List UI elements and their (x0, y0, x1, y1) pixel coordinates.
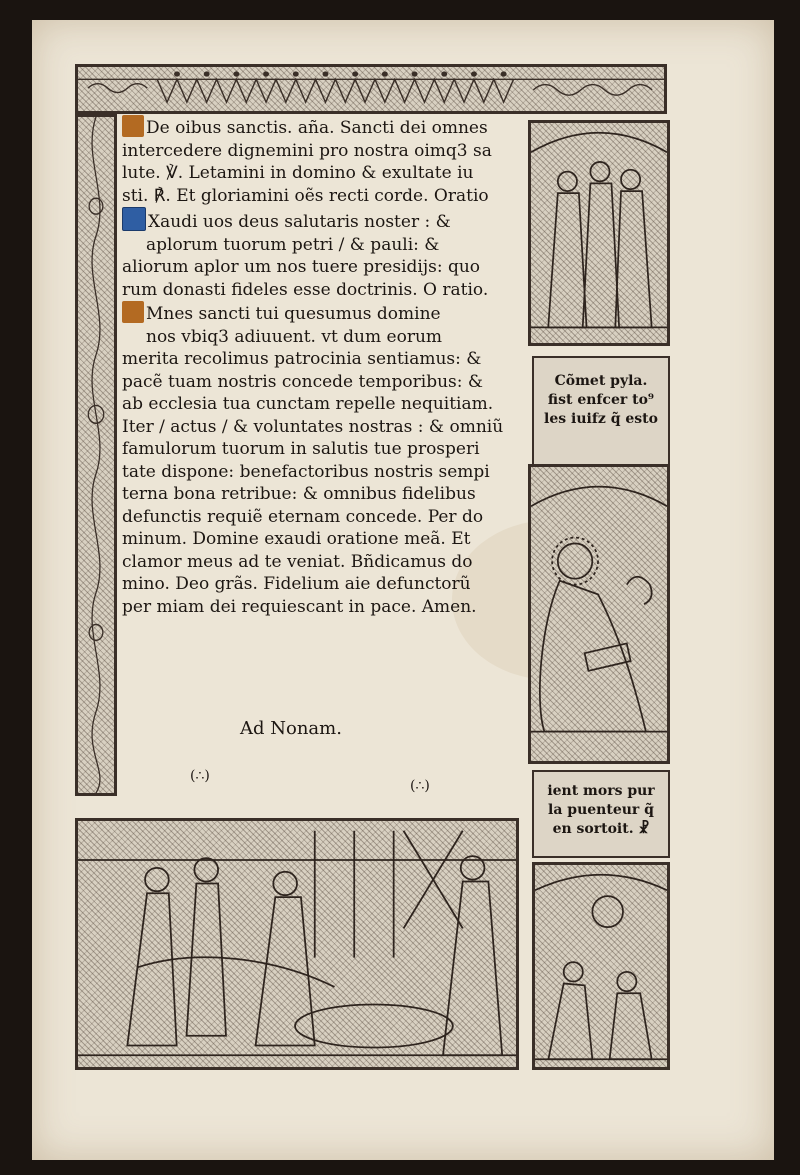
text-line: Iter / actus / & voluntates nostras : & omniũ (122, 416, 504, 437)
prayer-text (122, 115, 522, 618)
woodcut-lazarus-tomb (532, 862, 670, 1070)
caption-line: ient mors pur (547, 783, 655, 799)
text-line-content: aplorum tuorum petri / & pauli: & (146, 234, 440, 255)
text-line: rum donasti fideles esse doctrinis. O ratio. (122, 279, 489, 300)
text-line (122, 207, 522, 234)
ornament-mark: (∴) (410, 778, 430, 794)
left-border-woodcut (75, 114, 117, 796)
text-line (122, 326, 522, 349)
text-line: terna bona retribue: & omnibus fidelibus (122, 484, 476, 504)
caption-line: la puenteur q̃ (548, 802, 654, 818)
text-line: ab ecclesia tua cunctam repelle nequitiam. (122, 394, 494, 414)
text-line: merita recolimus patrocinia sentiamus: & (122, 349, 482, 369)
woodcut-seated-saint (528, 464, 670, 764)
text-line: lute. ℣. Letamini in domino & exultate iu (122, 163, 474, 183)
caption-line: Cõmet pyla. (554, 373, 648, 389)
illuminated-initial-d (122, 115, 144, 137)
text-line: aliorum aplor um nos tuere presidijs: quo (122, 257, 481, 277)
text-line: per miam dei requiescant in pace. Amen. (122, 596, 477, 617)
illuminated-initial-o (122, 301, 144, 323)
ornament-mark: (∴) (190, 768, 210, 784)
top-border-woodcut (75, 64, 667, 114)
caption-line: les iuifz q̃ esto (544, 411, 658, 427)
caption-line: fist enfcer to⁹ (547, 392, 655, 408)
text-line-content: De oibus sanctis. aña. Sancti dei omnes (146, 118, 488, 138)
text-line-content: Xaudi uos deus salutaris noster : & (148, 212, 451, 232)
text-line (122, 301, 522, 326)
text-line: sti. ℟. Et gloriamini oẽs recti corde. Oratio (122, 185, 489, 206)
text-line: defunctis requiẽ eternam concede. Per do (122, 506, 484, 527)
caption-line: en sortoit. ☧ (552, 821, 650, 837)
text-line: pacẽ tuam nostris concede temporibus: & (122, 371, 484, 392)
text-line: minum. Domine exaudi oratione meã. Et (122, 529, 471, 549)
woodcut-caption-upper (532, 356, 670, 466)
text-line: tate dispone: benefactoribus nostris sempi (122, 461, 490, 482)
text-line-content: nos vbiq3 adiuuent. vt dum eorum (146, 326, 443, 347)
text-line: mino. Deo grãs. Fidelium aie defunctorũ (122, 574, 471, 594)
text-line: clamor meus ad te veniat. Bñdicamus do (122, 551, 473, 572)
text-line (122, 115, 522, 140)
section-heading: Ad Nonam. (240, 718, 342, 739)
text-line: intercedere dignemini pro nostra oimq3 sa (122, 140, 492, 161)
text-line (122, 234, 522, 257)
woodcut-three-figures (528, 120, 670, 346)
woodcut-raising-scene (75, 818, 519, 1070)
text-line: famulorum tuorum in salutis tue prosperi (122, 439, 480, 459)
illuminated-initial-e (122, 207, 146, 231)
text-line-content: Mnes sancti tui quesumus domine (146, 304, 441, 324)
woodcut-caption-lower (532, 770, 670, 858)
